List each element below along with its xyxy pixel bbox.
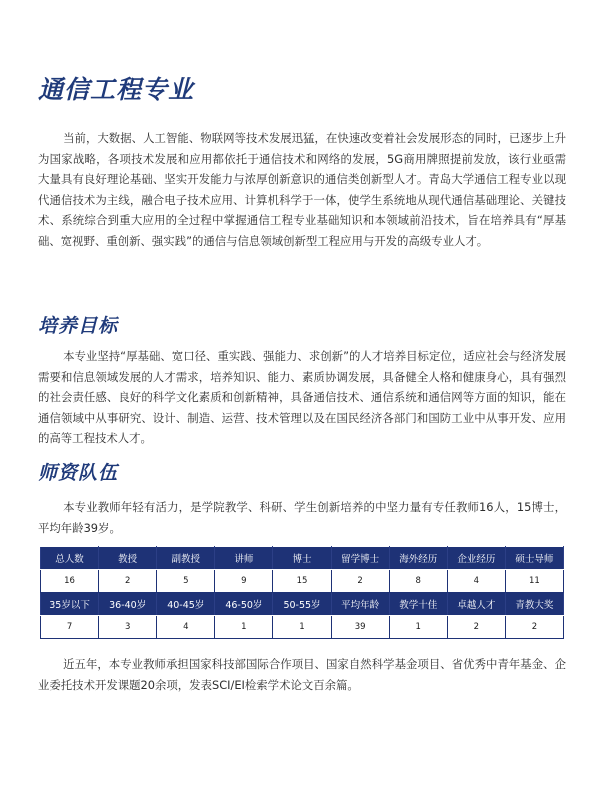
table-header-cell: 海外经历 [389, 547, 447, 570]
table-header-cell: 46-50岁 [215, 593, 273, 616]
table-value-cell: 16 [41, 570, 99, 593]
section-title-faculty: 师资队伍 [38, 462, 119, 484]
section-title-communication-engineering: 通信工程专业 [38, 75, 195, 104]
table-value-cell: 2 [99, 570, 157, 593]
section-title-training-goals: 培养目标 [38, 315, 119, 337]
table-value-cell: 4 [157, 616, 215, 639]
table-value-cell: 11 [505, 570, 563, 593]
table-value-cell: 2 [331, 570, 389, 593]
faculty-outro-text: 近五年，本专业教师承担国家科技部国际合作项目、国家自然科学基金项目、省优秀中青年基金、企业委托技术开发课题20余项，发表SCI/EI检索学术论文百余篇。 [38, 657, 566, 692]
table-header-cell: 教学十佳 [389, 593, 447, 616]
table-header-cell: 青教大奖 [505, 593, 563, 616]
table-header-cell: 36-40岁 [99, 593, 157, 616]
table-value-row-2 [41, 616, 564, 639]
table-value-cell: 2 [505, 616, 563, 639]
table-header-cell: 留学博士 [331, 547, 389, 570]
table-header-cell: 讲师 [215, 547, 273, 570]
table-header-cell: 副教授 [157, 547, 215, 570]
table-value-cell: 5 [157, 570, 215, 593]
section-body-training-goals: 本专业坚持“厚基础、宽口径、重实践、强能力、求创新”的人才培养目标定位，适应社会与经济发展需要和信息领域发展的人才需求，培养知识、能力、素质协调发展，具备健全人格和健康身心，具有强烈的社会责任感、良好的科学文化素质和创新精神，具备通信技术、通信系统和通信网等方面的知识，能在通信领域中从事研究、设计、制造、运营、技术管理以及在国民经济各部门和国防工业中从事开发、应用的高等工程技术人才。 [38, 349, 566, 445]
table-value-cell: 1 [215, 616, 273, 639]
table-header-row-2 [41, 593, 564, 616]
table-value-cell: 2 [447, 616, 505, 639]
table-header-cell: 博士 [273, 547, 331, 570]
table-value-row-1 [41, 570, 564, 593]
table-header-cell: 教授 [99, 547, 157, 570]
faculty-intro-text: 本专业教师年轻有活力，是学院教学、科研、学生创新培养的中坚力量有专任教师16人，15博士，平均年龄39岁。 [38, 500, 566, 535]
table-value-cell: 39 [331, 616, 389, 639]
table-value-cell: 15 [273, 570, 331, 593]
table-header-cell: 50-55岁 [273, 593, 331, 616]
table-header-cell: 平均年龄 [331, 593, 389, 616]
table-header-cell: 35岁以下 [41, 593, 99, 616]
table-header-cell: 卓越人才 [447, 593, 505, 616]
table-header-row-1 [41, 547, 564, 570]
table-value-cell: 1 [273, 616, 331, 639]
table-value-cell: 3 [99, 616, 157, 639]
table-value-cell: 8 [389, 570, 447, 593]
table-value-cell: 9 [215, 570, 273, 593]
faculty-stats-table [40, 546, 564, 639]
section-body-overview: 当前，大数据、人工智能、物联网等技术发展迅猛，在快速改变着社会发展形态的同时，已逐步上升为国家战略，各项技术发展和应用都依托于通信技术和网络的发展，5G商用牌照提前发放，该行业亟需大量具有良好理论基础、坚实开发能力与浓厚创新意识的通信类创新型人才。青岛大学通信工程专业以现代通信技术为主线，融合电子技术应用、计算机科学于一体，使学生系统地从现代通信基础理论、关键技术、系统综合到重大应用的全过程中掌握通信工程专业基础知识和本领域前沿技术，旨在培养具有“厚基础、宽视野、重创新、强实践”的通信与信息领域创新型工程应用与开发的高级专业人才。 [38, 131, 566, 248]
table-value-cell: 1 [389, 616, 447, 639]
table-header-cell: 硕士导师 [505, 547, 563, 570]
table-header-cell: 企业经历 [447, 547, 505, 570]
table-header-cell: 总人数 [41, 547, 99, 570]
table-value-cell: 4 [447, 570, 505, 593]
table-header-cell: 40-45岁 [157, 593, 215, 616]
table-value-cell: 7 [41, 616, 99, 639]
